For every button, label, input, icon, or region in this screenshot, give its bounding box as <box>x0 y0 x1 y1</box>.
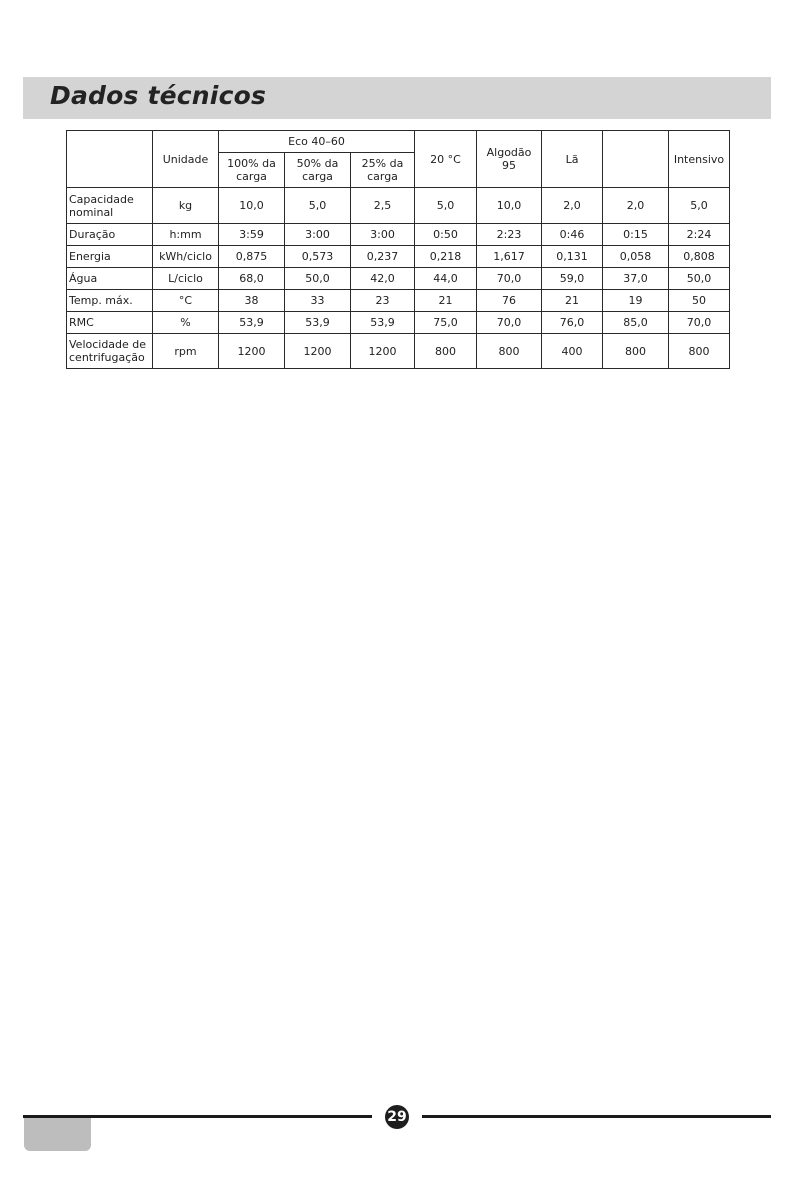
header-unit: Unidade <box>153 131 219 188</box>
cell: 800 <box>477 334 542 369</box>
section-title: Dados técnicos <box>50 81 267 110</box>
cell: 2,0 <box>603 188 669 224</box>
header-eco-50: 50% da carga <box>285 153 351 188</box>
cell: 53,9 <box>219 312 285 334</box>
table-row <box>67 334 730 369</box>
cell: 5,0 <box>415 188 477 224</box>
row-unit: h:mm <box>153 224 219 246</box>
table-row <box>67 290 730 312</box>
row-label: Temp. máx. <box>67 290 153 312</box>
cell: 68,0 <box>219 268 285 290</box>
row-unit: rpm <box>153 334 219 369</box>
cell: 50,0 <box>669 268 730 290</box>
row-unit: °C <box>153 290 219 312</box>
table-row <box>67 312 730 334</box>
table-row <box>67 224 730 246</box>
cell: 2:24 <box>669 224 730 246</box>
cell: 76,0 <box>542 312 603 334</box>
cell: 0,218 <box>415 246 477 268</box>
cell: 0:46 <box>542 224 603 246</box>
header-eco: Eco 40–60 <box>219 131 415 153</box>
cell: 37,0 <box>603 268 669 290</box>
row-unit: L/ciclo <box>153 268 219 290</box>
cell: 53,9 <box>285 312 351 334</box>
cell: 2,0 <box>542 188 603 224</box>
cell: 38 <box>219 290 285 312</box>
cell: 42,0 <box>351 268 415 290</box>
cell: 0,058 <box>603 246 669 268</box>
row-label: Água <box>67 268 153 290</box>
cell: 0,875 <box>219 246 285 268</box>
header-blank-cell <box>67 131 153 188</box>
cell: 1200 <box>351 334 415 369</box>
row-label: Capacidade nominal <box>67 188 153 224</box>
cell: 0:15 <box>603 224 669 246</box>
header-algodao: Algodão 95 <box>477 131 542 188</box>
cell: 5,0 <box>285 188 351 224</box>
cell: 50,0 <box>285 268 351 290</box>
cell: 85,0 <box>603 312 669 334</box>
header-row <box>67 131 730 153</box>
cell: 70,0 <box>477 268 542 290</box>
cell: 76 <box>477 290 542 312</box>
cell: 1200 <box>219 334 285 369</box>
cell: 800 <box>415 334 477 369</box>
cell: 0:50 <box>415 224 477 246</box>
cell: 0,131 <box>542 246 603 268</box>
row-label: RMC <box>67 312 153 334</box>
cell: 10,0 <box>219 188 285 224</box>
cell: 2:23 <box>477 224 542 246</box>
row-label: Velocidade de centrifugação <box>67 334 153 369</box>
cell: 23 <box>351 290 415 312</box>
cell: 53,9 <box>351 312 415 334</box>
cell: 75,0 <box>415 312 477 334</box>
cell: 2,5 <box>351 188 415 224</box>
cell: 1,617 <box>477 246 542 268</box>
cell: 21 <box>415 290 477 312</box>
cell: 400 <box>542 334 603 369</box>
cell: 33 <box>285 290 351 312</box>
page-number-badge: 29 <box>385 1105 409 1129</box>
cell: 800 <box>603 334 669 369</box>
cell: 3:00 <box>351 224 415 246</box>
row-unit: kWh/ciclo <box>153 246 219 268</box>
header-blank-program <box>603 131 669 188</box>
cell: 70,0 <box>477 312 542 334</box>
cell: 3:00 <box>285 224 351 246</box>
cell: 3:59 <box>219 224 285 246</box>
table-row <box>67 268 730 290</box>
cell: 10,0 <box>477 188 542 224</box>
header-eco-100: 100% da carga <box>219 153 285 188</box>
cell: 50 <box>669 290 730 312</box>
cell: 59,0 <box>542 268 603 290</box>
cell: 0,808 <box>669 246 730 268</box>
cell: 44,0 <box>415 268 477 290</box>
header-20c: 20 °C <box>415 131 477 188</box>
row-label: Duração <box>67 224 153 246</box>
header-intensivo: Intensivo <box>669 131 730 188</box>
cell: 5,0 <box>669 188 730 224</box>
section-title-band <box>23 77 771 119</box>
header-la: Lã <box>542 131 603 188</box>
footer-rule-right <box>422 1115 771 1118</box>
cell: 1200 <box>285 334 351 369</box>
cell: 0,573 <box>285 246 351 268</box>
cell: 0,237 <box>351 246 415 268</box>
row-unit: kg <box>153 188 219 224</box>
footer-tab <box>24 1118 91 1151</box>
row-unit: % <box>153 312 219 334</box>
table-row <box>67 188 730 224</box>
cell: 19 <box>603 290 669 312</box>
table-row <box>67 246 730 268</box>
row-label: Energia <box>67 246 153 268</box>
header-eco-25: 25% da carga <box>351 153 415 188</box>
technical-data-table <box>66 130 730 369</box>
cell: 800 <box>669 334 730 369</box>
cell: 70,0 <box>669 312 730 334</box>
cell: 21 <box>542 290 603 312</box>
